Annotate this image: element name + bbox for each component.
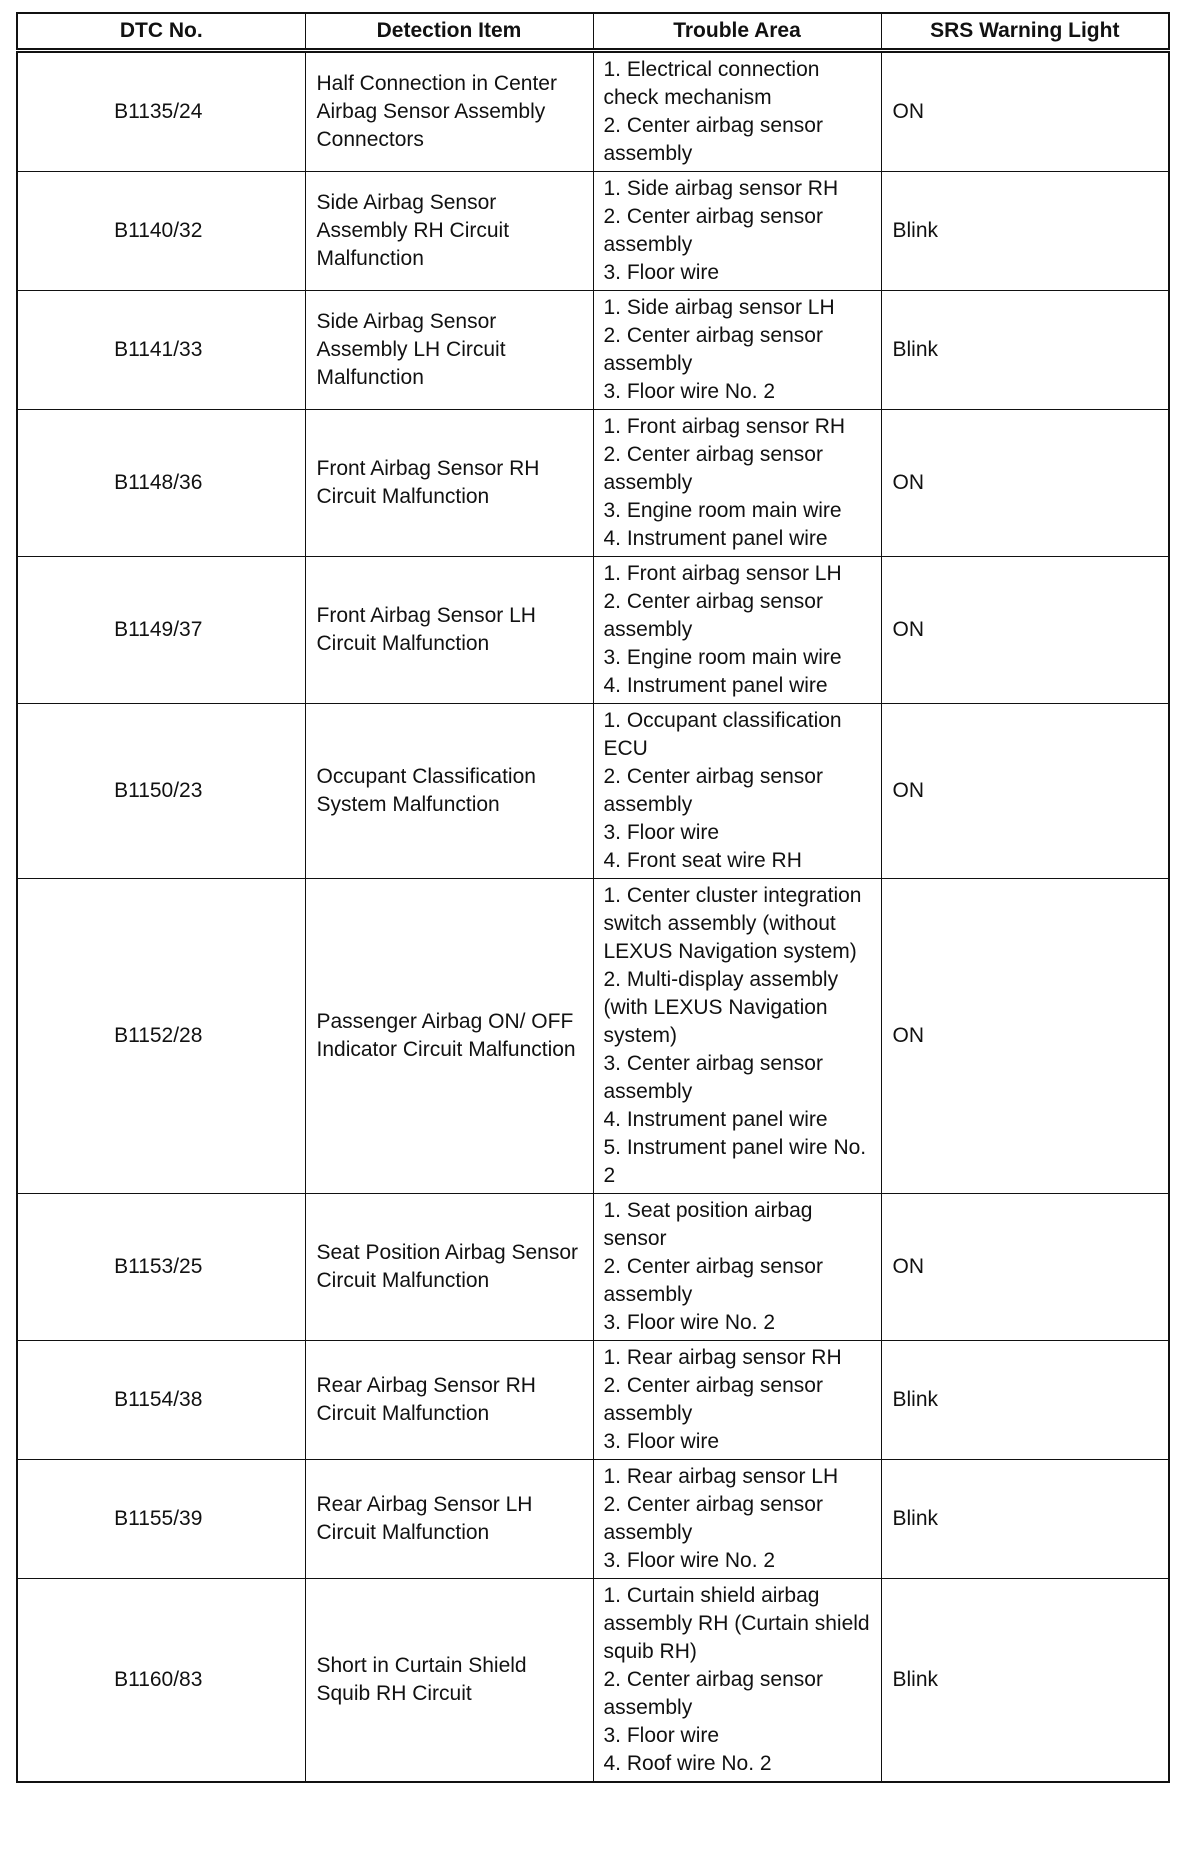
detection-item-cell: Occupant Classification System Malfunction xyxy=(305,704,593,879)
dtc-cell: B1155/39 xyxy=(17,1460,305,1579)
trouble-area-item: 4. Front seat wire RH xyxy=(603,849,802,872)
dtc-cell: B1141/33 xyxy=(17,291,305,410)
srs-warning-light-cell: ON xyxy=(881,1194,1169,1341)
table-row xyxy=(17,557,1169,704)
dtc-cell: B1140/32 xyxy=(17,172,305,291)
trouble-area-item: 2. Center airbag sensor assembly xyxy=(603,114,829,165)
trouble-area-item: 1. Curtain shield airbag assembly RH (Curtain shield squib RH) xyxy=(603,1584,876,1663)
trouble-area-item: 1. Side airbag sensor RH xyxy=(603,177,839,200)
trouble-area-item: 4. Instrument panel wire xyxy=(603,674,828,697)
trouble-area-item: 1. Electrical connection check mechanism xyxy=(603,58,826,109)
trouble-area-cell xyxy=(593,172,881,291)
trouble-area-item: 3. Engine room main wire xyxy=(603,499,842,522)
detection-item-cell: Front Airbag Sensor RH Circuit Malfunction xyxy=(305,410,593,557)
srs-warning-light-cell: Blink xyxy=(881,1460,1169,1579)
trouble-area-cell xyxy=(593,1341,881,1460)
trouble-area-item: 3. Floor wire No. 2 xyxy=(603,1549,776,1572)
detection-item-cell: Half Connection in Center Airbag Sensor Assembly Connectors xyxy=(305,51,593,172)
trouble-area-item: 3. Floor wire xyxy=(603,1430,720,1453)
trouble-area-item: 3. Floor wire xyxy=(603,821,720,844)
trouble-area-item: 1. Rear airbag sensor LH xyxy=(603,1465,839,1488)
detection-item-cell: Side Airbag Sensor Assembly RH Circuit Malfunction xyxy=(305,172,593,291)
srs-warning-light-cell: ON xyxy=(881,879,1169,1194)
dtc-cell: B1150/23 xyxy=(17,704,305,879)
dtc-table xyxy=(16,12,1170,1783)
trouble-area-cell xyxy=(593,51,881,172)
detection-item-cell: Short in Curtain Shield Squib RH Circuit xyxy=(305,1579,593,1783)
dtc-cell: B1148/36 xyxy=(17,410,305,557)
table-row xyxy=(17,1579,1169,1783)
trouble-area-item: 2. Center airbag sensor assembly xyxy=(603,1493,829,1544)
trouble-area-cell xyxy=(593,1579,881,1783)
detection-item-cell: Passenger Airbag ON/ OFF Indicator Circuit Malfunction xyxy=(305,879,593,1194)
table-row xyxy=(17,51,1169,172)
trouble-area-item: 3. Floor wire No. 2 xyxy=(603,380,776,403)
trouble-area-item: 5. Instrument panel wire No. 2 xyxy=(603,1136,872,1187)
dtc-cell: B1160/83 xyxy=(17,1579,305,1783)
trouble-area-item: 2. Center airbag sensor assembly xyxy=(603,765,829,816)
srs-warning-light-cell: Blink xyxy=(881,1341,1169,1460)
trouble-area-item: 3. Floor wire No. 2 xyxy=(603,1311,776,1334)
trouble-area-cell xyxy=(593,1460,881,1579)
table-row xyxy=(17,172,1169,291)
trouble-area-cell xyxy=(593,557,881,704)
table-row xyxy=(17,291,1169,410)
trouble-area-item: 4. Instrument panel wire xyxy=(603,1108,828,1131)
trouble-area-item: 3. Engine room main wire xyxy=(603,646,842,669)
trouble-area-cell xyxy=(593,879,881,1194)
table-row xyxy=(17,1460,1169,1579)
trouble-area-item: 1. Front airbag sensor RH xyxy=(603,415,846,438)
dtc-cell: B1152/28 xyxy=(17,879,305,1194)
srs-warning-light-cell: Blink xyxy=(881,291,1169,410)
header-srs-warning-light: SRS Warning Light xyxy=(881,13,1169,51)
table-row xyxy=(17,704,1169,879)
trouble-area-item: 2. Multi-display assembly (with LEXUS Navigation system) xyxy=(603,968,844,1047)
trouble-area-item: 4. Instrument panel wire xyxy=(603,527,828,550)
table-body xyxy=(17,51,1169,1783)
srs-warning-light-cell: ON xyxy=(881,557,1169,704)
detection-item-cell: Front Airbag Sensor LH Circuit Malfunction xyxy=(305,557,593,704)
dtc-cell: B1154/38 xyxy=(17,1341,305,1460)
trouble-area-item: 1. Occupant classification ECU xyxy=(603,709,848,760)
header-row xyxy=(17,13,1169,51)
trouble-area-item: 2. Center airbag sensor assembly xyxy=(603,1255,829,1306)
table-row xyxy=(17,410,1169,557)
trouble-area-item: 1. Seat position airbag sensor xyxy=(603,1199,819,1250)
trouble-area-item: 3. Center airbag sensor assembly xyxy=(603,1052,829,1103)
trouble-area-item: 1. Center cluster integration switch assembly (without LEXUS Navigation system) xyxy=(603,884,868,963)
detection-item-cell: Side Airbag Sensor Assembly LH Circuit Malfunction xyxy=(305,291,593,410)
trouble-area-item: 2. Center airbag sensor assembly xyxy=(603,1668,829,1719)
trouble-area-item: 2. Center airbag sensor assembly xyxy=(603,205,829,256)
srs-warning-light-cell: Blink xyxy=(881,1579,1169,1783)
trouble-area-item: 2. Center airbag sensor assembly xyxy=(603,590,829,641)
dtc-cell: B1149/37 xyxy=(17,557,305,704)
trouble-area-cell xyxy=(593,1194,881,1341)
trouble-area-item: 1. Front airbag sensor LH xyxy=(603,562,842,585)
table-row xyxy=(17,1194,1169,1341)
dtc-cell: B1135/24 xyxy=(17,51,305,172)
trouble-area-item: 2. Center airbag sensor assembly xyxy=(603,1374,829,1425)
trouble-area-item: 1. Side airbag sensor LH xyxy=(603,296,835,319)
header-trouble-area: Trouble Area xyxy=(593,13,881,51)
dtc-cell: B1153/25 xyxy=(17,1194,305,1341)
table-row xyxy=(17,1341,1169,1460)
trouble-area-item: 2. Center airbag sensor assembly xyxy=(603,324,829,375)
header-detection-item: Detection Item xyxy=(305,13,593,51)
srs-warning-light-cell: ON xyxy=(881,51,1169,172)
detection-item-cell: Rear Airbag Sensor LH Circuit Malfunction xyxy=(305,1460,593,1579)
trouble-area-item: 1. Rear airbag sensor RH xyxy=(603,1346,842,1369)
srs-warning-light-cell: ON xyxy=(881,410,1169,557)
trouble-area-cell xyxy=(593,704,881,879)
detection-item-cell: Seat Position Airbag Sensor Circuit Malfunction xyxy=(305,1194,593,1341)
trouble-area-cell xyxy=(593,410,881,557)
srs-warning-light-cell: Blink xyxy=(881,172,1169,291)
table-row xyxy=(17,879,1169,1194)
header-dtc: DTC No. xyxy=(17,13,305,51)
trouble-area-item: 2. Center airbag sensor assembly xyxy=(603,443,829,494)
trouble-area-item: 4. Roof wire No. 2 xyxy=(603,1752,772,1775)
detection-item-cell: Rear Airbag Sensor RH Circuit Malfunction xyxy=(305,1341,593,1460)
srs-warning-light-cell: ON xyxy=(881,704,1169,879)
trouble-area-item: 3. Floor wire xyxy=(603,261,720,284)
trouble-area-cell xyxy=(593,291,881,410)
trouble-area-item: 3. Floor wire xyxy=(603,1724,720,1747)
